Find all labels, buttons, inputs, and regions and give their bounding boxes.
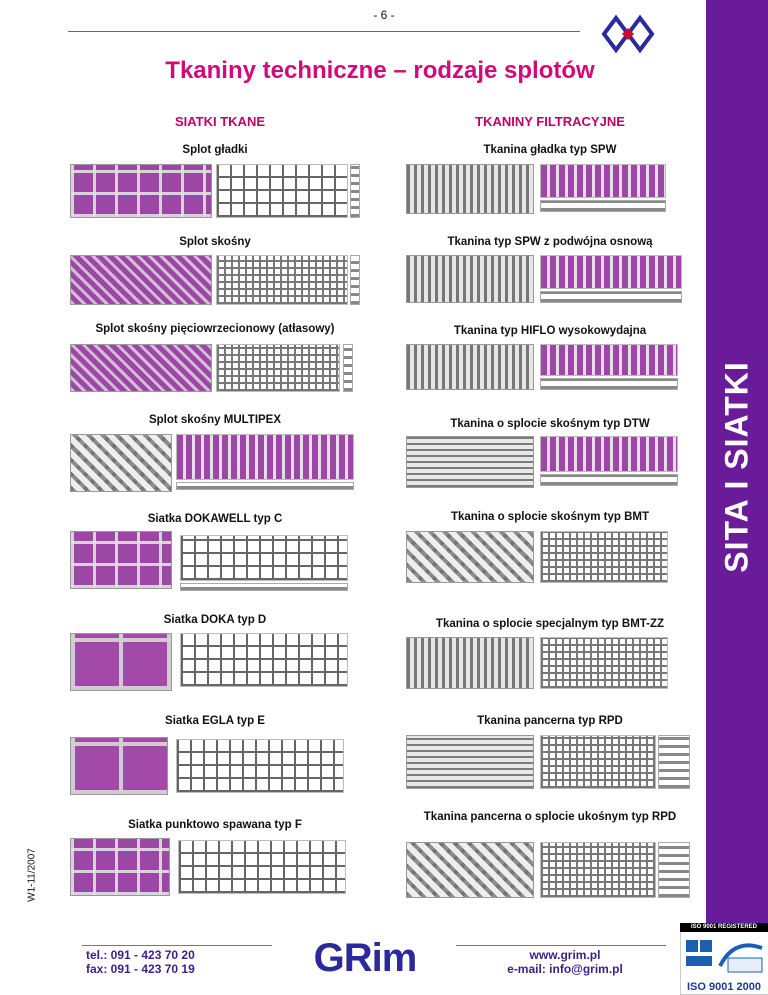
weave-diagram bbox=[540, 842, 656, 898]
page-number: - 6 - bbox=[373, 8, 395, 22]
weave-cross-section bbox=[658, 842, 690, 898]
weave-photo bbox=[406, 164, 534, 214]
weave-cross-section bbox=[540, 200, 666, 212]
right-column-heading: TKANINY FILTRACYJNE bbox=[475, 114, 625, 129]
certification-marks-icon bbox=[682, 934, 768, 978]
sidebar-label: SITA I SIATKI bbox=[718, 361, 755, 573]
left-column-heading: SIATKI TKANE bbox=[174, 114, 266, 129]
grim-logo: GRim bbox=[313, 936, 417, 980]
footer-email[interactable]: e-mail: info@grim.pl bbox=[507, 962, 623, 976]
header-divider bbox=[68, 31, 580, 32]
footer-divider-right bbox=[456, 945, 666, 946]
weave-cross-section bbox=[658, 735, 690, 789]
weave-diagram bbox=[540, 164, 666, 198]
left-item-label: Siatka punktowo spawana typ F bbox=[128, 819, 302, 831]
weave-cross-section bbox=[176, 482, 354, 490]
document-id: W1-11/2007 bbox=[26, 848, 38, 902]
weave-photo bbox=[70, 164, 212, 218]
weave-diagram bbox=[216, 344, 340, 392]
weave-photo bbox=[70, 344, 212, 392]
weave-diagram bbox=[178, 840, 346, 894]
weave-diagram bbox=[216, 164, 348, 218]
weave-photo bbox=[406, 637, 534, 689]
right-item-label: Tkanina gładka typ SPW bbox=[483, 144, 617, 156]
footer-website[interactable]: www.grim.pl bbox=[529, 948, 601, 962]
weave-photo bbox=[70, 531, 172, 589]
footer-divider-left bbox=[82, 945, 272, 946]
weave-diagram bbox=[540, 531, 668, 583]
left-item-label: Siatka EGLA typ E bbox=[165, 715, 265, 727]
left-item-label: Splot gładki bbox=[182, 144, 248, 156]
right-item-label: Tkanina o splocie skośnym typ DTW bbox=[450, 418, 650, 430]
weave-cross-section bbox=[180, 583, 348, 591]
right-item-label: Tkanina o splocie specjalnym typ BMT-ZZ bbox=[435, 618, 665, 630]
grim-diamond-logo-icon bbox=[600, 14, 656, 54]
footer-phone: tel.: 091 - 423 70 20 bbox=[86, 948, 195, 962]
iso-registered-label: ISO 9001 REGISTERED bbox=[680, 923, 768, 932]
weave-diagram bbox=[540, 344, 678, 376]
weave-diagram bbox=[180, 535, 348, 581]
weave-diagram bbox=[540, 637, 668, 689]
right-item-label: Tkanina typ HIFLO wysokowydajna bbox=[453, 325, 647, 337]
weave-photo bbox=[406, 436, 534, 488]
weave-cross-section bbox=[343, 344, 353, 392]
left-item-label: Splot skośny pięciowrzecionowy (atłasowy) bbox=[95, 323, 335, 335]
weave-photo bbox=[406, 344, 534, 390]
weave-cross-section bbox=[540, 291, 682, 303]
weave-photo bbox=[70, 434, 172, 492]
left-item-label: Siatka DOKAWELL typ C bbox=[147, 513, 283, 525]
right-item-label: Tkanina o splocie skośnym typ BMT bbox=[450, 511, 650, 523]
weave-diagram bbox=[540, 255, 682, 289]
weave-cross-section bbox=[540, 378, 678, 390]
weave-photo bbox=[406, 531, 534, 583]
weave-cross-section bbox=[350, 164, 360, 218]
weave-diagram bbox=[540, 436, 678, 472]
page-title: Tkaniny techniczne – rodzaje splotów bbox=[165, 57, 595, 84]
footer-fax: fax: 091 - 423 70 19 bbox=[86, 962, 195, 976]
weave-photo bbox=[70, 737, 168, 795]
weave-diagram bbox=[176, 739, 344, 793]
weave-photo bbox=[406, 842, 534, 898]
right-item-label: Tkanina pancerna typ RPD bbox=[477, 715, 623, 727]
weave-cross-section bbox=[540, 474, 678, 486]
weave-photo bbox=[406, 735, 534, 789]
weave-cross-section bbox=[350, 255, 360, 305]
right-item-label: Tkanina pancerna o splocie ukośnym typ RPD bbox=[423, 811, 677, 823]
iso-standard-label: ISO 9001 2000 bbox=[686, 981, 761, 993]
weave-diagram bbox=[540, 735, 656, 789]
weave-diagram bbox=[180, 633, 348, 687]
weave-diagram bbox=[216, 255, 348, 305]
left-item-label: Siatka DOKA typ D bbox=[163, 614, 267, 626]
weave-photo bbox=[70, 255, 212, 305]
right-item-label: Tkanina typ SPW z podwójna osnową bbox=[447, 236, 653, 248]
weave-photo bbox=[70, 633, 172, 691]
weave-diagram bbox=[176, 434, 354, 480]
weave-photo bbox=[406, 255, 534, 303]
left-item-label: Splot skośny MULTIPEX bbox=[148, 414, 282, 426]
left-item-label: Splot skośny bbox=[179, 236, 251, 248]
weave-photo bbox=[70, 838, 170, 896]
